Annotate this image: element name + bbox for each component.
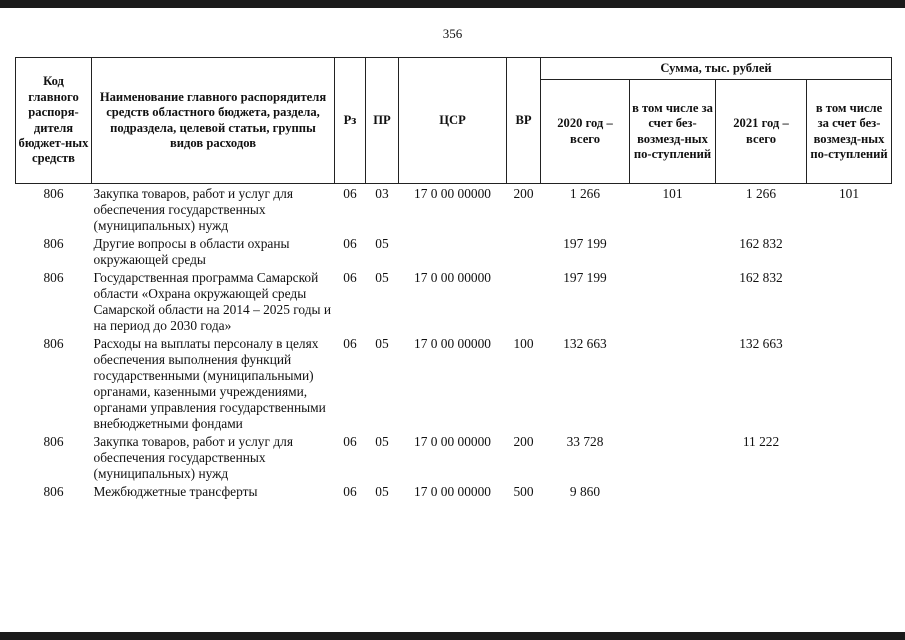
cell-2021-incl xyxy=(807,234,892,268)
cell-code: 806 xyxy=(43,434,64,449)
cell-vr xyxy=(507,234,541,268)
table-row xyxy=(16,184,892,235)
cell-2020-total: 197 199 xyxy=(563,270,607,285)
cell-rz: 06 xyxy=(343,434,357,449)
cell-vr: 100 xyxy=(513,336,534,351)
cell-code: 806 xyxy=(43,270,64,285)
cell-csr: 17 0 00 00000 xyxy=(414,186,491,201)
cell-rz: 06 xyxy=(343,186,357,201)
cell-2021-incl: 101 xyxy=(838,186,860,201)
budget-table xyxy=(15,57,892,500)
cell-2021-total: 132 663 xyxy=(739,336,783,351)
cell-csr: 17 0 00 00000 xyxy=(414,336,491,351)
header-sum-group: Сумма, тыс. рублей xyxy=(541,58,892,80)
header-csr: ЦСР xyxy=(399,58,507,184)
cell-code: 806 xyxy=(43,186,64,201)
table-body xyxy=(16,184,892,501)
cell-2021-total: 162 832 xyxy=(739,270,783,285)
header-code: Код главного распоря-дителя бюджет-ных средств xyxy=(16,58,92,184)
cell-2020-incl: 101 xyxy=(662,186,683,201)
cell-2021-incl xyxy=(807,432,892,482)
cell-code: 806 xyxy=(43,336,64,351)
cell-2020-incl xyxy=(630,482,716,500)
cell-pr: 05 xyxy=(375,484,389,499)
cell-vr: 200 xyxy=(513,186,534,201)
cell-2020-total: 1 266 xyxy=(569,186,601,201)
header-pr: ПР xyxy=(366,58,399,184)
cell-pr: 05 xyxy=(375,270,389,285)
cell-name: Межбюджетные трансферты xyxy=(93,484,258,499)
cell-name: Закупка товаров, работ и услуг для обеспечения государственных (муниципальных) нужд xyxy=(93,186,293,233)
header-2021-total: 2021 год – всего xyxy=(716,80,807,184)
cell-pr: 05 xyxy=(375,336,389,351)
scan-bottom-border xyxy=(0,632,905,640)
cell-rz: 06 xyxy=(343,270,357,285)
cell-vr: 500 xyxy=(513,484,534,499)
cell-2020-total: 33 728 xyxy=(566,434,604,449)
cell-name: Другие вопросы в области охраны окружающей среды xyxy=(93,236,290,267)
table-row xyxy=(16,268,892,334)
table-row xyxy=(16,432,892,482)
cell-vr xyxy=(507,268,541,334)
cell-csr xyxy=(399,234,507,268)
header-2020-total: 2020 год – всего xyxy=(541,80,630,184)
cell-pr: 03 xyxy=(375,186,389,201)
cell-pr: 05 xyxy=(375,434,389,449)
header-vr: ВР xyxy=(507,58,541,184)
cell-2021-total: 11 222 xyxy=(742,434,780,449)
cell-2021-incl xyxy=(807,334,892,432)
table-row xyxy=(16,334,892,432)
cell-rz: 06 xyxy=(343,336,357,351)
cell-2021-incl xyxy=(807,482,892,500)
header-2021-incl: в том числе за счет без-возмезд-ных по-ступлений xyxy=(807,80,892,184)
cell-2021-total: 162 832 xyxy=(739,236,783,251)
cell-pr: 05 xyxy=(375,236,389,251)
cell-2020-incl xyxy=(630,234,716,268)
cell-2020-incl xyxy=(630,334,716,432)
cell-2020-incl xyxy=(630,432,716,482)
table-row xyxy=(16,482,892,500)
cell-vr: 200 xyxy=(513,434,534,449)
cell-2020-total: 197 199 xyxy=(563,236,607,251)
cell-name: Закупка товаров, работ и услуг для обеспечения государственных (муниципальных) нужд xyxy=(93,434,293,481)
cell-code: 806 xyxy=(43,236,64,251)
cell-2020-incl xyxy=(630,268,716,334)
cell-rz: 06 xyxy=(343,484,357,499)
cell-code: 806 xyxy=(43,484,64,499)
table-header xyxy=(16,58,892,184)
page-number: 356 xyxy=(442,26,463,41)
cell-2021-incl xyxy=(807,268,892,334)
cell-2021-total xyxy=(716,482,807,500)
cell-csr: 17 0 00 00000 xyxy=(414,484,491,499)
header-name: Наименование главного распорядителя средств областного бюджета, раздела, подраздела, целевой статьи, группы видов расходов xyxy=(92,58,335,184)
header-2020-incl: в том числе за счет без-возмезд-ных по-ступлений xyxy=(630,80,716,184)
cell-name: Расходы на выплаты персоналу в целях обеспечения выполнения функций государственными (муниципальными) органами, казенными учреждениями, органами управления государственными внебюджетными фондами xyxy=(93,336,326,431)
cell-2020-total: 9 860 xyxy=(569,484,601,499)
scan-top-border xyxy=(0,0,905,8)
table-row xyxy=(16,234,892,268)
cell-name: Государственная программа Самарской области «Охрана окружающей среды Самарской области на 2014 – 2025 годы и на период до 2030 года» xyxy=(93,270,332,333)
cell-rz: 06 xyxy=(343,236,357,251)
cell-2020-total: 132 663 xyxy=(563,336,607,351)
cell-csr: 17 0 00 00000 xyxy=(414,434,491,449)
cell-2021-total: 1 266 xyxy=(745,186,777,201)
cell-csr: 17 0 00 00000 xyxy=(414,270,491,285)
header-rz: Рз xyxy=(335,58,366,184)
